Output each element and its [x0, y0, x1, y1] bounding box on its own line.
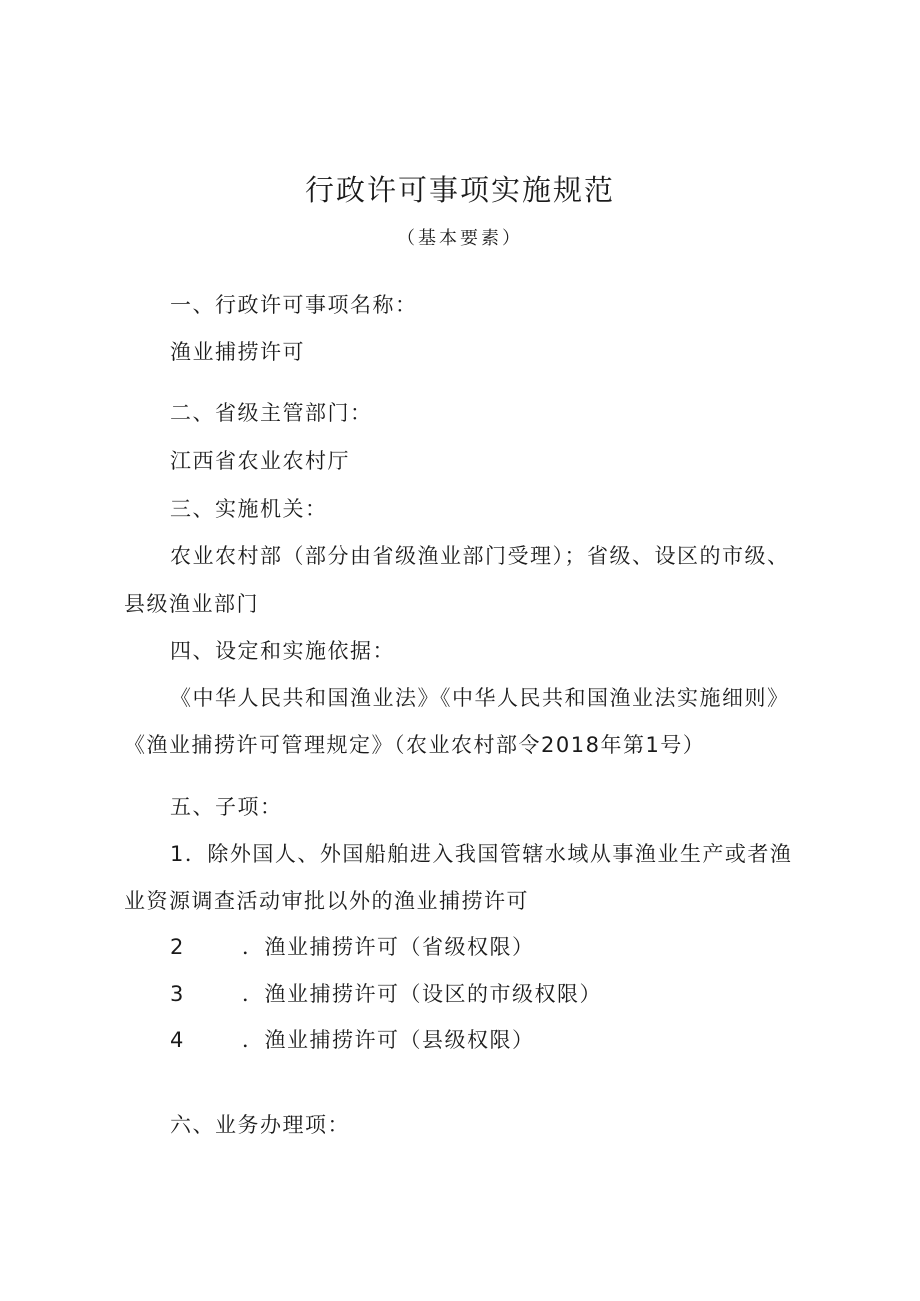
section-1-value: 渔业捕捞许可: [170, 340, 305, 364]
section-4-line-2: 《渔业捕捞许可管理规定》（农业农村部令2018年第1号）: [124, 733, 706, 757]
document-title: 行政许可事项实施规范: [304, 173, 615, 207]
item-2-text: ．渔业捕捞许可（省级权限）: [242, 935, 535, 959]
item-4-number: 4: [170, 1028, 185, 1052]
section-5-item-1-line-2: 业资源调查活动审批以外的渔业捕捞许可: [124, 889, 529, 913]
document-subtitle: （基本要素）: [397, 228, 523, 249]
section-6-heading: 六、业务办理项：: [170, 1113, 350, 1137]
section-3-heading: 三、实施机关：: [170, 497, 328, 521]
section-4-line-1: 《中华人民共和国渔业法》《中华人民共和国渔业法实施细则》: [170, 686, 790, 710]
section-5-item-4: [170, 1025, 535, 1055]
section-5-item-3: [170, 979, 602, 1009]
section-3-line-1: 农业农村部（部分由省级渔业部门受理）；省级、设区的市级、: [170, 544, 790, 568]
item-2-number: 2: [170, 935, 185, 959]
section-1-heading: 一、行政许可事项名称：: [170, 293, 418, 317]
item-4-text: ．渔业捕捞许可（县级权限）: [242, 1028, 535, 1052]
section-5-item-1-line-1: 1．除外国人、外国船舶进入我国管辖水域从事渔业生产或者渔: [170, 842, 793, 866]
item-3-text: ．渔业捕捞许可（设区的市级权限）: [242, 982, 602, 1006]
section-4-heading: 四、设定和实施依据：: [170, 639, 395, 663]
section-2-heading: 二、省级主管部门：: [170, 401, 373, 425]
section-2-value: 江西省农业农村厅: [170, 449, 350, 473]
section-5-heading: 五、子项：: [170, 795, 283, 819]
section-5-item-2: [170, 932, 535, 962]
item-3-number: 3: [170, 982, 185, 1006]
section-3-line-2: 县级渔业部门: [124, 592, 259, 616]
